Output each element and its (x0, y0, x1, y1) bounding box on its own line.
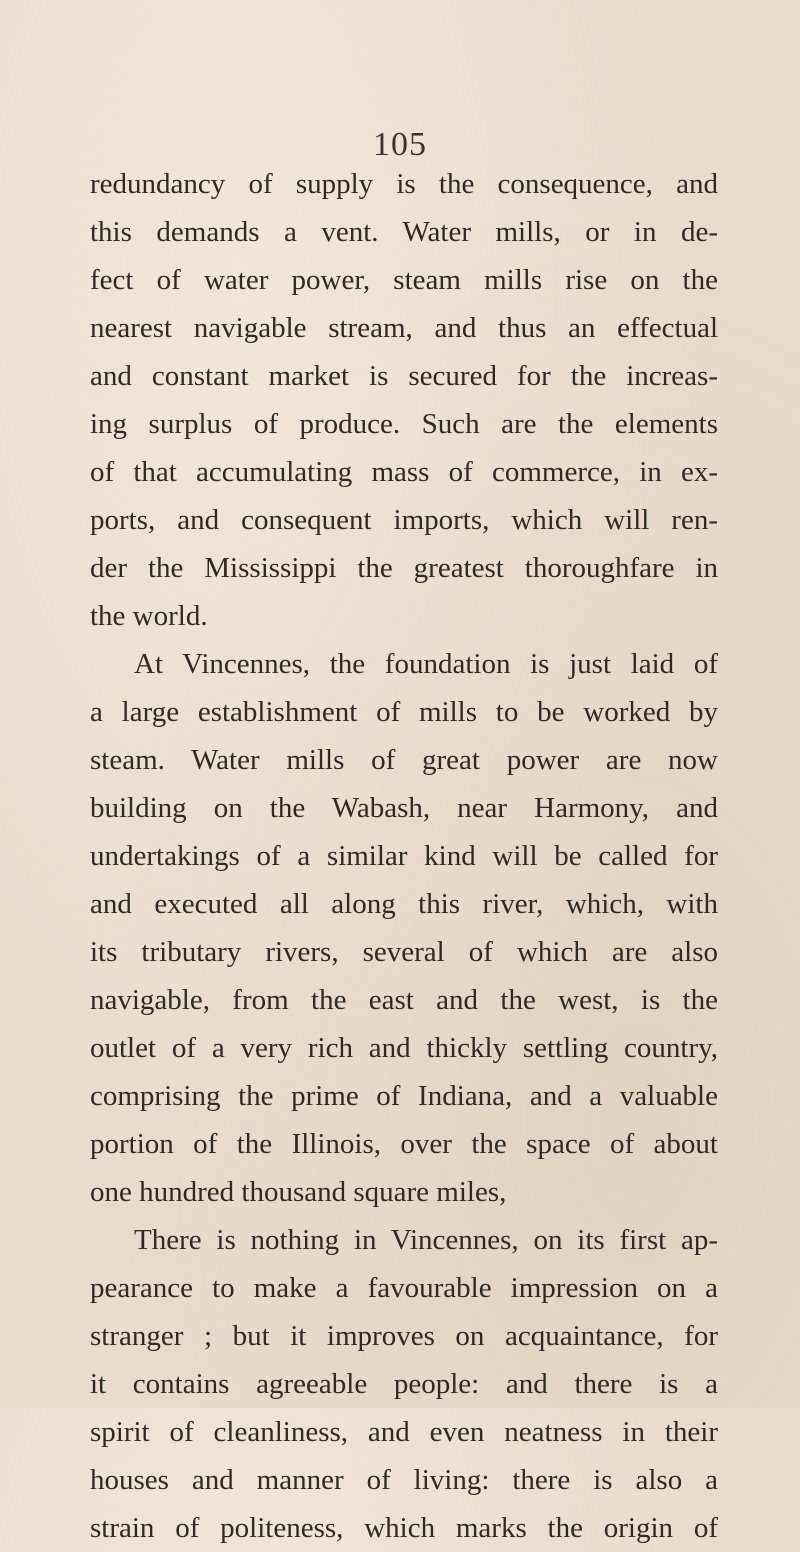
body-text (90, 160, 718, 1552)
text-line: portion of the Illinois, over the space of about (90, 1128, 718, 1160)
text-line: its tributary rivers, several of which are also (90, 936, 718, 968)
text-line: redundancy of supply is the consequence, and (90, 168, 718, 200)
text-line: fect of water power, steam mills rise on the (90, 264, 718, 296)
text-line: strain of politeness, which marks the origin of (90, 1512, 718, 1544)
text-line: nearest navigable stream, and thus an effectual (90, 312, 718, 344)
text-line: There is nothing in Vincennes, on its first ap- (134, 1224, 718, 1256)
text-line: and constant market is secured for the increas- (90, 360, 718, 392)
text-line: building on the Wabash, near Harmony, and (90, 792, 718, 824)
text-line: it contains agreeable people: and there is a (90, 1368, 718, 1400)
text-line: spirit of cleanliness, and even neatness in their (90, 1416, 718, 1448)
text-line: navigable, from the east and the west, is the (90, 984, 718, 1016)
text-line: undertakings of a similar kind will be called for (90, 840, 718, 872)
text-line: of that accumulating mass of commerce, in ex- (90, 456, 718, 488)
text-line: outlet of a very rich and thickly settling country, (90, 1032, 718, 1064)
text-line: pearance to make a favourable impression on a (90, 1272, 718, 1304)
text-line: houses and manner of living: there is also a (90, 1464, 718, 1496)
text-line: the world. (90, 600, 208, 632)
page-number: 105 (373, 126, 427, 163)
text-line: der the Mississippi the greatest thoroughfare in (90, 552, 718, 584)
text-line: stranger ; but it improves on acquaintance, for (90, 1320, 718, 1352)
text-line: and executed all along this river, which, with (90, 888, 718, 920)
text-line: this demands a vent. Water mills, or in de- (90, 216, 718, 248)
text-line: one hundred thousand square miles, (90, 1176, 507, 1208)
text-line: ports, and consequent imports, which will ren- (90, 504, 718, 536)
text-line: comprising the prime of Indiana, and a valuable (90, 1080, 718, 1112)
text-line: ing surplus of produce. Such are the elements (90, 408, 718, 440)
text-line: At Vincennes, the foundation is just laid of (134, 648, 718, 680)
text-line: a large establishment of mills to be worked by (90, 696, 718, 728)
text-line: steam. Water mills of great power are now (90, 744, 718, 776)
